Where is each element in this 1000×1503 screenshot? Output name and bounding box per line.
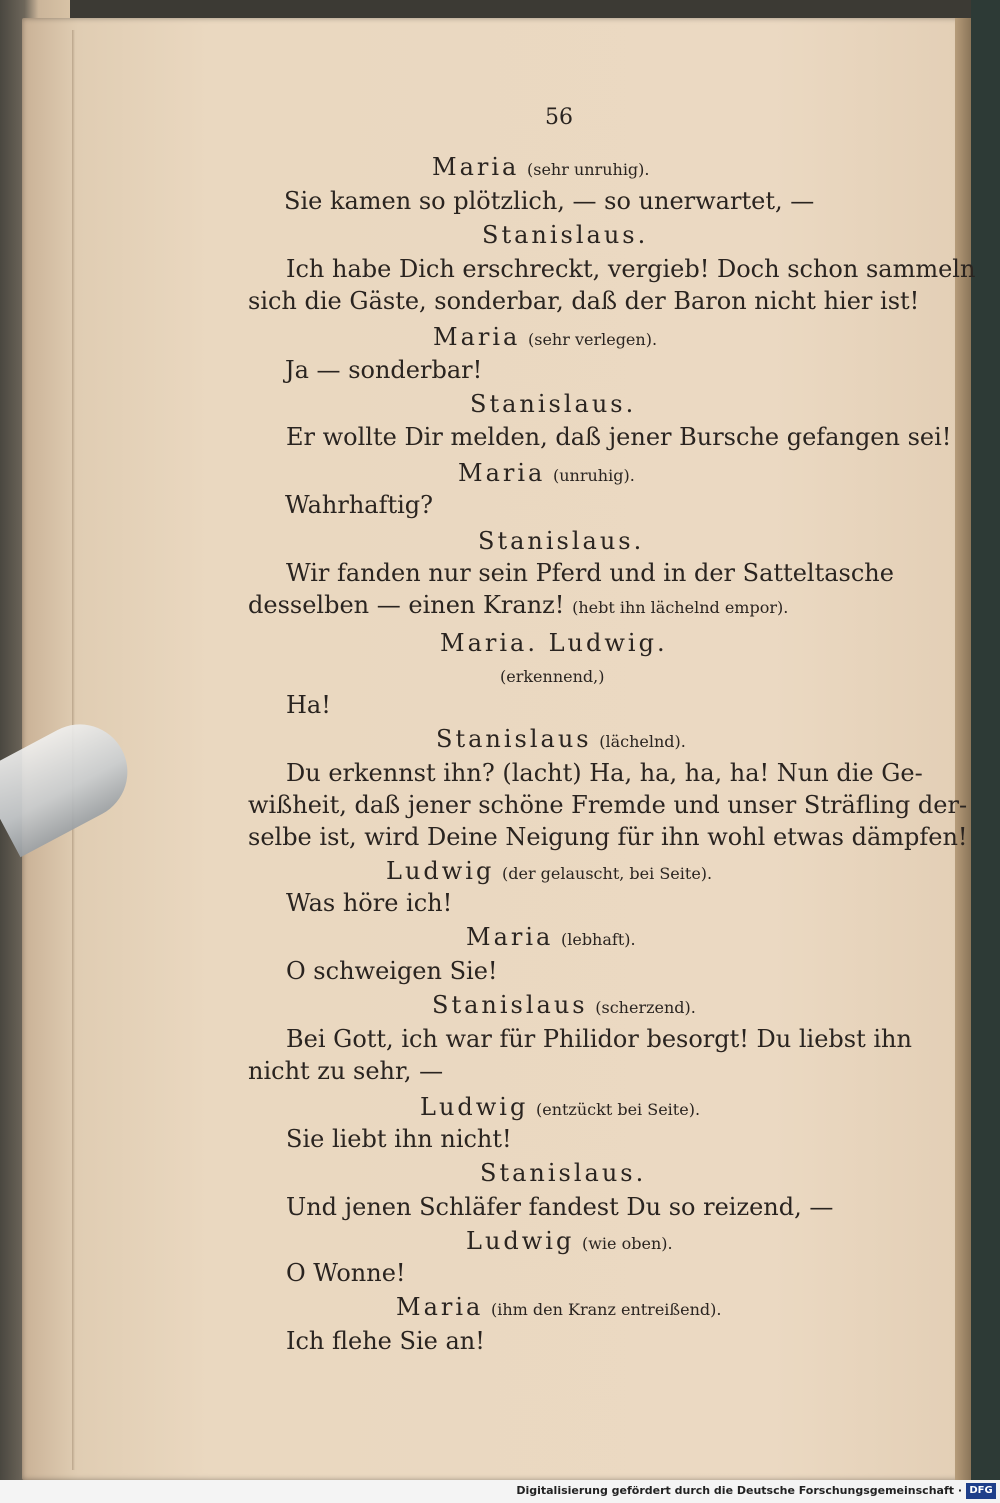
stage-direction: (unruhig). — [552, 466, 635, 485]
speaker-name: Maria — [458, 459, 546, 487]
stage-direction: (wie oben). — [581, 1234, 673, 1253]
speaker-name: Maria — [432, 153, 520, 181]
stage-direction: (ihm den Kranz entreißend). — [490, 1300, 722, 1319]
speaker-line — [420, 1092, 700, 1125]
stage-direction: (scherzend). — [595, 998, 696, 1017]
dialogue-line: Sie liebt ihn nicht! — [286, 1125, 512, 1153]
page-right-edge — [955, 18, 971, 1480]
dialogue-line: Sie kamen so plötzlich, — so unerwartet, — — [284, 187, 815, 215]
speaker-name: Stanislaus. — [478, 527, 645, 555]
dialogue-line: Und jenen Schläfer fandest Du so reizend, — — [286, 1193, 834, 1221]
dialogue-line: O Wonne! — [286, 1259, 406, 1287]
dialogue-line: Wir fanden nur sein Pferd und in der Satteltasche — [286, 559, 894, 587]
stage-direction: (der gelauscht, bei Seite). — [501, 864, 713, 883]
dialogue-line: selbe ist, wird Deine Neigung für ihn wohl etwas dämpfen! — [248, 823, 968, 851]
speaker-name: Ludwig — [466, 1227, 575, 1255]
speaker-name: Stanislaus — [432, 991, 588, 1019]
dialogue-line: Ja — sonderbar! — [285, 356, 483, 384]
dialogue-line: sich die Gäste, sonderbar, daß der Baron nicht hier ist! — [248, 287, 920, 315]
stage-direction: (sehr unruhig). — [526, 160, 650, 179]
dialogue-line — [248, 590, 788, 623]
page-number: 56 — [545, 105, 573, 130]
stage-direction: (erkennend,) — [500, 667, 605, 686]
stage-direction: (lebhaft). — [560, 930, 636, 949]
stage-direction: (sehr verlegen). — [527, 330, 658, 349]
speaker-line — [458, 458, 635, 491]
speaker-name: Stanislaus. — [480, 1159, 647, 1187]
speaker-line — [432, 152, 650, 185]
dialogue-line: Was höre ich! — [286, 889, 453, 917]
dialogue-line: Bei Gott, ich war für Philidor besorgt! Du liebst ihn — [286, 1025, 912, 1053]
stage-direction: (entzückt bei Seite). — [535, 1100, 701, 1119]
speaker-line — [386, 856, 712, 889]
stage-direction: (lächelnd). — [599, 732, 686, 751]
dfg-logo: DFG — [966, 1483, 996, 1499]
dialogue-text: desselben — einen Kranz! — [248, 591, 565, 619]
speaker-name: Stanislaus. — [470, 390, 637, 418]
speaker-line — [433, 322, 657, 355]
speaker-line — [436, 724, 686, 757]
speaker-line — [432, 990, 696, 1023]
speaker-name: Maria — [396, 1293, 484, 1321]
dialogue-line: wißheit, daß jener schöne Fremde und unser Sträfling der- — [248, 791, 968, 819]
speaker-name: Maria. Ludwig. — [440, 629, 668, 657]
dialogue-line: Wahrhaftig? — [285, 491, 434, 519]
dialogue-line: Du erkennst ihn? (lacht) Ha, ha, ha, ha! Nun die Ge- — [286, 759, 923, 787]
speaker-name: Maria — [433, 323, 521, 351]
dialogue-line: nicht zu sehr, — — [248, 1057, 444, 1085]
speaker-name: Ludwig — [386, 857, 495, 885]
speaker-name: Ludwig — [420, 1093, 529, 1121]
speaker-line — [396, 1292, 721, 1325]
speaker-line — [466, 922, 636, 955]
speaker-name: Stanislaus. — [482, 221, 649, 249]
speaker-name: Stanislaus — [436, 725, 592, 753]
dialogue-line: Er wollte Dir melden, daß jener Bursche gefangen sei! — [286, 423, 952, 451]
speaker-name: Maria — [466, 923, 554, 951]
stage-direction: (hebt ihn lächelnd empor). — [572, 598, 789, 617]
dialogue-line: Ha! — [286, 691, 331, 719]
dialogue-line: Ich habe Dich erschreckt, vergieb! Doch schon sammeln — [286, 255, 976, 283]
scan-background — [971, 0, 1000, 1503]
dialogue-line: Ich flehe Sie an! — [286, 1327, 485, 1355]
footer-credit: Digitalisierung gefördert durch die Deutsche Forschungsgemeinschaft · — [516, 1484, 962, 1497]
dialogue-line: O schweigen Sie! — [286, 957, 498, 985]
speaker-line — [466, 1226, 673, 1259]
